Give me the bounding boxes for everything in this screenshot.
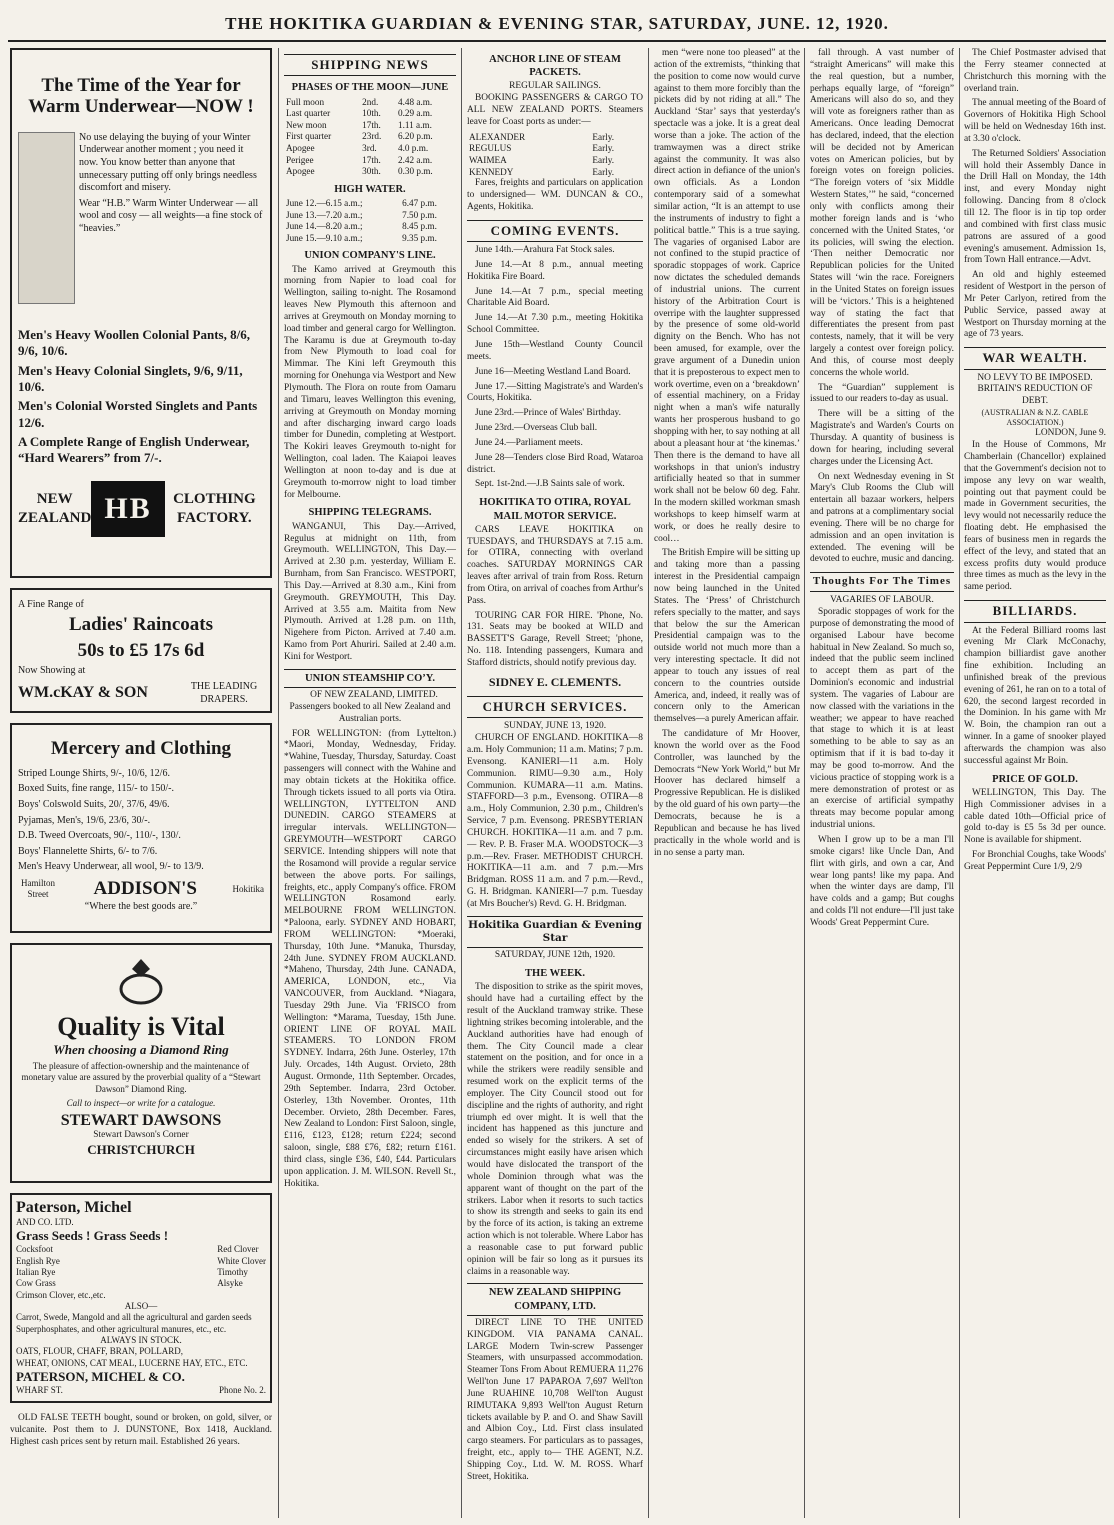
paterson-firm: Paterson, Michel	[16, 1199, 132, 1216]
seed-left-2: English Rye	[16, 1255, 60, 1266]
col5-article: fall through. A vast number of “straight Americans” will make this the real question, but a number, perhaps equally large, of “foreign” Americans will also do so, and they will vote as foreigners rather than as Americans. Once leading Democrat has declared, indeed, that the election will be decided not by American votes on American policies, but by foreign votes on foreign policies. “The foreign voters of ‘six Middle Western States,’” he said, “concerned only with conflicts among their mother foreign lands and is ‘who concerned with the United States, ‘or its policies, will swing the election. ‘Then neither Democratic nor Republican policies for the United States will ‘win the race. Foreigners in the United States on foreign issues will be ‘victors.’ This is a heightened way of stating the fact that differentiates the present from past contests, namely, that it will be very largely a contest over foreign policy. And this, of course most deeply concerns the whole world.	[810, 48, 954, 378]
shipping-telegrams-body: WANGANUI, This Day.—Arrived, Regulus at midnight on 11th, from Greymouth. WELLINGTON, This Day.—Arrived at 2.30 p.m. yesterday, William E. Burnham, from San Francisco. WESTPORT, This Day.—Arrived at 8.30 a.m., Kini from Greymouth. GREYMOUTH, This Day. Arrived at 3.55 a.m. Maitita from New Plymouth. Arrived at 1.28 p.m. on 11th, Nigehere from Picton. Arrived at 7.40 a.m. Kamo from Port Ahuriri. Sailed at 2.40 a.m. Kini for Westport.	[284, 521, 456, 662]
hb-ad-item-1: Men's Heavy Woollen Colonial Pants, 8/6, 9/6, 10/6.	[18, 326, 250, 359]
col6-p4: An old and highly esteemed resident of Westport in the person of Mr Peter Carlyon, retired from the Public Service, passed away at Westport on Thursday morning at the age of 73 years.	[964, 270, 1106, 340]
shipping-telegrams-title: SHIPPING TELEGRAMS.	[308, 507, 432, 519]
quality-call: Call to inspect—or write for a catalogue.	[66, 1097, 216, 1108]
addison-tag: “Where the best goods are.”	[84, 900, 198, 912]
church-services-title: CHURCH SERVICES.	[467, 696, 643, 718]
table-row: REGULUS Early.	[469, 143, 615, 154]
otira-body: CARS LEAVE HOKITIKA on TUESDAYS, and THURSDAYS at 7.15 a.m. for OTIRA, connecting with overland coaches. SATURDAY MORNINGS CAR leaves after arrival of train from Ross. Return from Otira, on arrival of coaches from Arthur's Pass.	[467, 524, 643, 606]
church-date: SUNDAY, JUNE 13, 1920.	[503, 721, 607, 732]
shipping-news-title: SHIPPING NEWS	[284, 54, 456, 76]
union-line-body: The Kamo arrived at Greymouth this morning from Napier to load coal for Wellington, sailing to-night. The Rosamond leaves New Plymouth this afternoon and arrives at Greymouth on Monday morning to load timber and general cargo for Wellington. The Karamu is due at Greymouth to-day from New Plymouth to load coal for Mimmar. The Kini left Greymouth this morning for Onehunga via Westport and New Plymouth. The Flora on route from Oamaru and Timaru, leaves Wellington this evening, arriving at Greymouth on Monday morning and after discharging inward cargo loads timber for Dunedin, completing at Westport. The Kokiri leaves Greymouth to-night for Wellington, coal laden. The Kaiapoi leaves Wellington at noon to-day and is due at Greymouth to-morrow night to load timber for Melbourne.	[284, 264, 456, 500]
touring-car: TOURING CAR FOR HIRE. 'Phone, No. 131. Seats may be booked at WILD and BASSETT'S Garage, Revell Street; 'phone, No. 118. Intending passengers, Kumara and Stafford districts, should notify previous day.	[467, 610, 643, 668]
paterson-ad	[10, 1193, 272, 1403]
union-steamship-sub: OF NEW ZEALAND, LIMITED. Passengers booked to all New Zealand and Australian ports.	[289, 690, 451, 724]
table-row: June 15.—9.10 a.m.; 9.35 p.m.	[286, 232, 437, 243]
raincoat-ad	[10, 588, 272, 713]
column-divider	[648, 48, 649, 1518]
hb-ad-title: The Time of the Year for Warm Underwear—NOW !	[28, 75, 254, 117]
war-sub: NO LEVY TO BE IMPOSED.	[977, 372, 1093, 383]
table-row: First quarter 23rd. 6.20 p.m.	[286, 131, 433, 142]
mercery-item-6: Boys' Flannelette Shirts, 6/- to 7/6.	[18, 845, 158, 857]
mercery-item-1: Striped Lounge Shirts, 9/-, 10/6, 12/6.	[18, 767, 170, 779]
hb-ad-right: CLOTHING FACTORY.	[173, 490, 256, 526]
column-1	[10, 48, 272, 1518]
column-4	[654, 48, 800, 1518]
mercery-item-7: Men's Heavy Underwear, all wool, 9/- to 13/9.	[18, 861, 204, 873]
event-item: June 17.—Sitting Magistrate's and Warden's Courts, Hokitika.	[467, 381, 643, 404]
seed-left-3: Italian Rye	[16, 1266, 56, 1277]
addison-firm: ADDISON'S	[93, 877, 197, 899]
paterson-phone: Phone No. 2.	[219, 1385, 266, 1396]
mercery-item-4: Pyjamas, Men's, 19/6, 23/6, 30/-.	[18, 814, 151, 826]
coughs-ad: For Bronchial Coughs, take Woods' Great Peppermint Cure 1/9, 2/9	[964, 850, 1106, 872]
coming-events-title: COMING EVENTS.	[467, 220, 643, 242]
quality-sub: When choosing a Diamond Ring	[53, 1041, 229, 1057]
paper-date: SATURDAY, JUNE 12th, 1920.	[494, 950, 616, 961]
war-src: (AUSTRALIAN & N.Z. CABLE ASSOCIATION.)	[981, 408, 1089, 428]
event-item: June 24.—Parliament meets.	[475, 437, 583, 448]
column-2	[284, 48, 456, 1518]
mercery-item-2: Boxed Suits, fine range, 115/- to 150/-.	[18, 783, 174, 795]
paterson-co: AND CO. LTD.	[16, 1216, 74, 1227]
billiards-body: At the Federal Billiard rooms last evening Mr Clark McConachy, champion billiardist gave another fine exhibition. Including an unfinished break of the previous evening of 261, he ran on to a total of 620, the second largest recorded in the Dominion. In his game with Mr W. Boin, the champion ran out a winner. In a game of snooker played afterwards the champion was also successful against Mr Boin.	[964, 625, 1106, 766]
event-item: June 14.—At 7 p.m., special meeting Charitable Aid Board.	[467, 286, 643, 309]
col5-para2: The “Guardian” supplement is issued to our readers to-day as usual.	[810, 382, 954, 405]
otira-title: HOKITIKA TO OTIRA, ROYAL MAIL MOTOR SERVICE.	[479, 497, 631, 522]
vagaries-body: Sporadic stoppages of work for the purpose of demonstrating the mood of organised Labour have become habitual in New Zealand. So much so, indeed that the public seem inclined to accept them as part of the Dominion's economic and industrial system. The vagaries of Labour are now classed with the variations in the weather; we appear to have reached that stage to which it is at least something to be able to say as an optimism that if it is bad to-day it may be good to-morrow. And the vicious practice of stopping work is a mere demonstration of protest or as an exercise of artificial sympathy threats may become popular among industrial unions.	[810, 606, 954, 831]
table-row: Apogee 30th. 0.30 p.m.	[286, 166, 433, 177]
seed-left-5: Crimson Clover, etc.,etc.	[16, 1289, 106, 1300]
church-body: CHURCH OF ENGLAND. HOKITIKA—8 a.m. Holy Communion; 11 a.m. Matins; 7 p.m. Evensong. KANIERI—11 a.m. Holy Communion. RIMU—9.30 a.m., Holy Communion. KUMARA—11 a.m. Matins. STAFFORD—3 p.m., Evensong. OTIRA—8 a.m., Holy Communion, 2.30 p.m., Children's Service, 7 p.m. Evensong. PRESBYTERIAN CHURCH. HOKITIKA—11 a.m. and 7 p.m.— Rev. P. B. Fraser M.A. WOODSTOCK—3 p.m.—Rev. Fraser. METHODIST CHURCH. HOKITIKA—11 a.m. and 7 p.m.—Mrs Bridgman. ROSS 11 a.m. and 7 p.m.—Revd., G. H. Bridgman. KANIERI—7 p.m. Tuesday (at Mrs Boucher's) Revd. G. H. Bridgman.	[467, 733, 643, 909]
mercery-title: Mercery and Clothing	[50, 738, 232, 759]
col6-p1: The Chief Postmaster advised that the Ferry steamer connected at Christchurch this morning with the overland train.	[964, 48, 1106, 94]
quality-addr1: Stewart Dawson's Corner	[93, 1129, 189, 1140]
nz-shipping-body: DIRECT LINE TO THE UNITED KINGDOM. VIA PANAMA CANAL. LARGE Modern Twin-screw Passenger Steamers, with unsurpassed accommodation. Steamer Tons From About REMUERA 11,276 Well'ton June 17 PAPAROA 7,697 Well'ton June RUAHINE 10,708 Well'ton August RIMUTAKA 9,893 Well'ton August Return tickets available by P. and O. and Shaw Savill and Albion Coy., Ltd. First class insulated cargo steamers. For particulars as to passages, freight, etc., apply to— THE AGENT, N.Z. Shipping Coy., Ltd. W. M. ROSS. Wharf Street, Hokitika.	[467, 1317, 643, 1482]
anchor-line-title: ANCHOR LINE OF STEAM PACKETS.	[489, 54, 621, 79]
cold-poem: When I grow up to be a man I'll smoke cigars! like Uncle Dan, And flirt with girls, and own a car, And wear long pants! like my papa. And when the winter days are damp, I'll have colds and a gamp; But coughs and colds I'll not endure—I'll just take Woods' Great Peppermint Cure.	[810, 835, 954, 928]
column-divider	[804, 48, 805, 1518]
paterson-stock: ALWAYS IN STOCK.	[100, 1334, 182, 1345]
column-divider	[959, 48, 960, 1518]
false-teeth-ad: OLD FALSE TEETH bought, sound or broken, on gold, silver, or vulcanite. Post them to J. DUNSTONE, Box 1418, Auckland. Highest cash prices sent by return mail. Established 26 years.	[10, 1413, 272, 1447]
col4-british-empire: The British Empire will be sitting up and taking more than a passing interest in the Presidential campaign now being launched in the United States. The ‘Press’ of Christchurch refers specially to the matter, and says that below the sur the American Presidential campaign was to the outside world not much more than a very interesting spectacle. It did not appear to touch any issues of real concern to the countries outside America, and, indeed, it really was of concern only to the American themselves—a purely American affair.	[654, 548, 800, 725]
column-3	[467, 48, 643, 1518]
table-row: Perigee 17th. 2.42 a.m.	[286, 154, 433, 165]
col6-p3: The Returned Soldiers' Association will hold their Assembly Dance in the Drill Hall on Monday, the 14th inst, and every Monday night following. Dancing from 8 o'clock till 12. The floor is in tip top order and combined with first class music patrons are assured of a good evening's amusement. Admission 1s, from Town Hall entrance.—Advt.	[964, 148, 1106, 266]
paterson-footer: PATERSON, MICHEL & CO.	[16, 1368, 185, 1384]
high-water-table	[284, 198, 456, 244]
hb-ad-item-2: Men's Heavy Colonial Singlets, 9/6, 9/11, 10/6.	[18, 362, 243, 394]
table-row: Last quarter 10th. 0.29 a.m.	[286, 108, 433, 119]
col5-para3: There will be a sitting of the Magistrate's and Warden's Courts on Thursday. A quantity of business is down for hearing, including several charges under the Licensing Act.	[810, 409, 954, 467]
union-steamship-body: FOR WELLINGTON: (from Lyttelton.) *Maori, Monday, Wednesday, Friday. *Wahine, Tuesday, Thursday, Saturday. Coast passengers will connect with the Wahine and may obtain tickets at the Hokitika office. Through tickets issued to all ports via Otira. WELLINGTON, LYTTELTON AND DUNEDIN. CARGO STEAMERS at irregular intervals. WELLINGTON—GREYMOUTH—WESTPORT CARGO SERVICE. Intending shippers will note that the Rosamond will provide a regular service between the above ports. For sailings, freights, etc., apply Company's office. FROM WELLINGTON Rosamond early. MELBOURNE FROM WELLINGTON. *Paloona, early. SYDNEY AND HOBART, FROM WELLINGTON: *Moeraki, Thursday, 10th June. *Manuka, Thursday, 24th June. SYDNEY FROM AUCKLAND. *Maheno, Thursday, 24th June. CANADA, AMERICA, LONDON, etc., Via VANCOUVER, from Auckland. *Niagara, Tuesday 29th June. Via 'FRISCO from Wellington: *Marama, Tuesday, 15th June. ORIENT LINE OF ROYAL MAIL STEAMERS. TO LONDON FROM SYDNEY. Indarra, 26th June. Osterley, 17th July. Orcades, 14th August. Orvieto, 28th August. Ormonde, 11th September. Orcades, 29th September. Indarra, 23rd October. Osterley, 13th November. Orontes, 11th December. Orvieto, 28th December. Fares, New Zealand to London: First Saloon, single, £116, £123, £128; return £224; second saloon, single, £88 £76, £82; return £161. third class, single £36, £40, £44. Particulars upon application. J. M. WILSON. Revell St., Hokitika.	[284, 728, 456, 1189]
war-wealth-title: WAR WEALTH.	[964, 347, 1106, 369]
hb-ad-body2: Wear “H.B.” Warm Winter Underwear — all wool and cosy — all weights—a fine stock of “heavies.”	[79, 197, 263, 234]
seed-right-2: White Clover	[217, 1255, 266, 1266]
the-week-body: The disposition to strike as the spirit moves, should have had a curtailing effect by the result of the Auckland tramway strike. These lightning strikes becoming intolerable, and the Auckland authorities have had enough of them. The City Council made a clear statement on the position, and for once in a while the strikers were readily sensible and resumed work on the explicit terms of the employer. The City Council stood out for discipline and the rights of authority, and right triumph ed over might. It is well that the incident has happened as this juncture and ended so wisely for the strikers. A set of circumstances might easily have arisen which would have dislocated the transport of the whole Dominion through what was the apparent want of thought on the part of the strikers. Labor when it resorts to such tactics to show its strength and seeks to gain its end by the force of its action, is taking an extreme action which is not tolerable. Where Labor has a reasonable case to put forward public opinion will be fair so long as it pursues its claims in a reasonable way.	[467, 982, 643, 1277]
the-week-title: THE WEEK.	[525, 968, 585, 980]
column-divider	[278, 48, 279, 1518]
event-item: June 14.—At 8 p.m., annual meeting Hokitika Fire Board.	[467, 259, 643, 282]
col4-candidature: The candidature of Mr Hoover, known the world over as the Food Controller, was launched by the Democrats “New York World,” but Mr Hoover has declared himself a Progressive Republican. He is disliked by the old guard of his own party—the Democrats, because he is a Republican and because he has lived practically in the whole world and is in no sense a party man.	[654, 729, 800, 858]
seed-right-3: Timothy	[217, 1266, 248, 1277]
war-body: In the House of Commons, Mr Chamberlain (Chancellor) explained that the Government's decision not to impose any levy on war wealth, pointing out that payment could be made in Government securities, the levy would not necessarily reduce the floating debt. He emphasised the fears of business men in regards the effect of the levy, and stated that an excess profits duty would produce three times as much as the levy in the same period.	[964, 440, 1106, 593]
billiards-title: BILLIARDS.	[964, 600, 1106, 622]
seed-right-4: Alsyke	[217, 1278, 243, 1289]
mercery-item-5: D.B. Tweed Overcoats, 90/-, 110/-, 130/.	[18, 830, 181, 842]
seed-left-1: Cocksfoot	[16, 1244, 53, 1255]
war-date: LONDON, June 9.	[1035, 428, 1106, 439]
col4-article: men “were none too pleased” at the action of the extremists, “thinking that the position to come now would curve against to them more forcibly than the pickets did by not riding at all.” The Auckland ‘Star’ says that yesterday's spectacle was a joke. It is a great deal worse than a joke. The action of the tramwaymen was a direct strike against the community. It was also direct action in defiance of the union's own officials. As a London contemporary said of a somewhat similar action, “It is an attempt to use the instruments of industry to fight a political battle.” This is a true saying. The vagaries of organised Labor are not confined to the stupid practice of sporadic stoppages of work. Caprice now dictates the scheduled demands of industrial unions. The current history of the Arbitration Court is overripe with the laughter suppressed by the presence of some old-world dignity on the Bench. Who has not been amused, for example, over the grave argument of a Dunedin union that it is preposterous to expect men to work overtime, even on a ‘breakdown’ of essential machinery, on a Friday night when a man's wife naturally wants her prosperous husband to go shopping with her, to say nothing at all about a pleasant hour at ‘the kinemas.’ Then there is the demand to have all workshops in that union's industry artificially heated so that in summer work shall not be below 60 deg. Fahr. In the modern skilled workman smash workshops to keep himself warm at work, or does he really desire to cool…	[654, 48, 800, 544]
mercery-item-3: Boys' Colswold Suits, 20/, 37/6, 49/6.	[18, 799, 170, 811]
hb-underwear-ad	[10, 48, 272, 578]
seed-left-4: Cow Grass	[16, 1278, 56, 1289]
addison-right: Hokitika	[232, 883, 264, 894]
paper-title: Hokitika Guardian & Evening Star	[467, 916, 643, 948]
paterson-heading: Grass Seeds ! Grass Seeds !	[16, 1227, 169, 1243]
paterson-also: ALSO—	[124, 1300, 158, 1311]
high-water-title: HIGH WATER.	[334, 183, 406, 195]
event-item: June 23rd.—Prince of Wales' Birthday.	[475, 408, 621, 419]
seed-right-1: Red Clover	[217, 1244, 259, 1255]
raincoat-tag: THE LEADING DRAPERS.	[190, 680, 258, 705]
hb-logo: HB	[91, 481, 164, 537]
event-item: June 23rd.—Overseas Club ball.	[475, 423, 598, 434]
anchor-line-foot: Fares, freights and particulars on application to undersigned— WM. DUNCAN & CO., Agents, Hokitika.	[467, 178, 643, 212]
gold-body: WELLINGTON, This Day. The High Commissioner advises in a cable dated 10th—Official price of gold to-day is £5 5s 3d per ounce. None is available for shipment.	[964, 787, 1106, 846]
table-row: Full moon 2nd. 4.48 a.m.	[286, 96, 433, 107]
column-5	[810, 48, 954, 1518]
gold-title: PRICE OF GOLD.	[992, 773, 1078, 785]
table-row: June 14.—8.20 a.m.; 8.45 p.m.	[286, 221, 437, 232]
nz-shipping-title: NEW ZEALAND SHIPPING COMPANY, LTD.	[467, 1283, 643, 1315]
war-sub2: BRITAIN'S REDUCTION OF DEBT.	[977, 384, 1093, 407]
quality-addr2: CHRISTCHURCH	[87, 1141, 195, 1157]
paterson-foods-2: WHEAT, ONIONS, CAT MEAL, LUCERNE HAY, ETC., ETC.	[16, 1357, 248, 1368]
moon-phases-table	[284, 97, 456, 178]
diamond-ring-icon	[106, 957, 176, 1007]
thoughts-title: Thoughts For The Times	[810, 572, 954, 592]
masthead-rule	[8, 40, 1106, 42]
addison-left: Hamilton Street	[21, 878, 55, 900]
raincoat-now: Now Showing at	[18, 665, 86, 677]
table-row: June 12.—6.15 a.m.; 6.47 p.m.	[286, 197, 437, 208]
column-divider	[461, 48, 462, 1518]
hb-ad-body: No use delaying the buying of your Winter Underwear another moment ; you need it now. You know better than anyone that unnecessary putting off only brings needless discomfort and misery.	[79, 131, 257, 194]
table-row: Apogee 3rd. 4.0 p.m.	[286, 142, 429, 153]
col6-p2: The annual meeting of the Board of Governors of Hokitika High School will be held on Wednesday 16th inst. at 3.30 o'clock.	[964, 98, 1106, 144]
table-row: KENNEDY Early.	[469, 166, 615, 177]
table-row: WAIMEA Early.	[469, 155, 615, 165]
event-item: June 16—Meeting Westland Land Board.	[475, 366, 631, 377]
mercery-ad	[10, 723, 272, 933]
paterson-body: Carrot, Swede, Mangold and all the agricultural and garden seeds Superphosphates, and other agricultural manures, etc., etc.	[16, 1312, 252, 1334]
raincoat-intro: A Fine Range of	[18, 599, 84, 610]
event-item: June 15th—Westland County Council meets.	[467, 340, 643, 362]
quality-title: Quality is Vital	[57, 1012, 225, 1041]
event-item: Sept. 1st-2nd.—J.B Saints sale of work.	[475, 479, 625, 490]
anchor-line-body: BOOKING PASSENGERS & CARGO TO ALL NEW ZEALAND PORTS. Steamers leave for Coast ports as under:—	[467, 93, 643, 127]
man-illustration	[18, 132, 75, 304]
union-line-title: UNION COMPANY'S LINE.	[304, 250, 436, 262]
masthead: THE HOKITIKA GUARDIAN & EVENING STAR, SATURDAY, JUNE. 12, 1920.	[225, 14, 889, 33]
paterson-foods-1: OATS, FLOUR, CHAFF, BRAN, POLLARD,	[16, 1346, 184, 1357]
table-row: New moon 17th. 1.11 a.m.	[286, 119, 432, 130]
column-6	[964, 48, 1106, 1518]
col5-para4: On next Wednesday evening in St Mary's Club Rooms the Club will entertain all bazaar workers, helpers and patrons at a complimentary social evening. There will be no charge for admission and an open invitation is extended. The evening will be devoted to euchre, music and dancing.	[810, 471, 954, 565]
event-item: June 14.—At 7.30 p.m., meeting Hokitika School Committee.	[467, 313, 643, 336]
hb-ad-left: NEW ZEALAND	[18, 490, 92, 526]
anchor-line-sub: REGULAR SAILINGS.	[509, 81, 601, 92]
phases-title: PHASES OF THE MOON—JUNE	[291, 82, 449, 94]
hb-ad-item-3: Men's Colonial Worsted Singlets and Pants 12/6.	[18, 398, 258, 430]
raincoat-firm: WM.cKAY & SON	[18, 684, 148, 702]
vagaries-sub: VAGARIES OF LABOUR.	[830, 595, 934, 606]
quality-ad	[10, 943, 272, 1183]
raincoat-price: 50s to £5 17s 6d	[77, 640, 205, 662]
anchor-ships-table	[467, 132, 643, 178]
event-item: June 14th.—Arahura Fat Stock sales.	[475, 245, 615, 256]
table-row: June 13.—7.20 a.m.; 7.50 p.m.	[286, 209, 437, 220]
raincoat-title: Ladies' Raincoats	[68, 613, 214, 635]
event-item: June 28—Tenders close Bird Road, Wataroa district.	[467, 452, 643, 475]
clements-name: SIDNEY E. CLEMENTS.	[488, 674, 622, 689]
quality-body: The pleasure of affection-ownership and the maintenance of monetary value are assured by the proverbial quality of a “Stewart Dawson” Diamond Ring.	[21, 1060, 261, 1094]
union-steamship-title: UNION STEAMSHIP CO’Y.	[284, 669, 456, 688]
paterson-wharf: WHARF ST.	[16, 1385, 63, 1396]
hb-ad-range: A Complete Range of English Underwear, “Hard Wearers” from 7/-.	[18, 434, 250, 466]
table-row: ALEXANDER Early.	[469, 131, 615, 142]
stewart-dawsons-firm: STEWART DAWSONS	[60, 1112, 222, 1130]
